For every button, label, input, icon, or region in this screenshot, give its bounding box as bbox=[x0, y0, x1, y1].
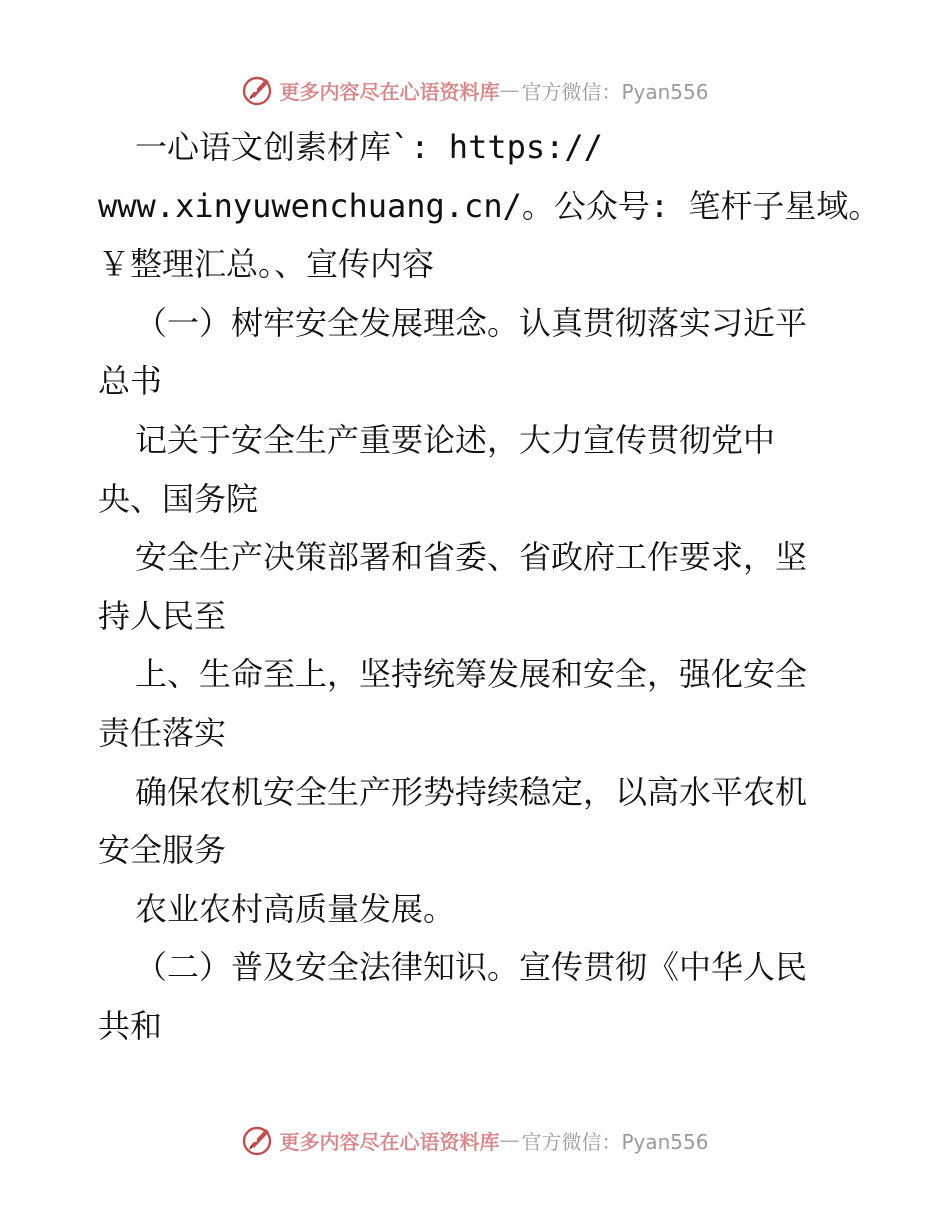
header-banner bbox=[0, 70, 950, 110]
text-line: 一心语文创素材库`: https:// bbox=[135, 128, 603, 166]
document-body bbox=[98, 118, 881, 1056]
text-line: 农业农村高质量发展。 bbox=[135, 889, 456, 928]
text-line: 上、生命至上，坚持统筹发展和安全，强化安全 bbox=[135, 655, 808, 694]
text-line: （二）普及安全法律知识。宣传贯彻《中华人民 bbox=[135, 948, 808, 987]
banner-separator: — bbox=[499, 1128, 520, 1152]
text-line: www.xinyuwenchuang.cn/。公众号: 笔杆子星域。 bbox=[98, 186, 881, 225]
text-line: 记关于安全生产重要论述，大力宣传贯彻党中 bbox=[135, 420, 776, 459]
text-line: ￥整理汇总。、宣传内容 bbox=[98, 245, 435, 284]
text-line: 总书 bbox=[98, 362, 163, 401]
banner-main-text: 更多内容尽在心语资料库 bbox=[279, 1129, 500, 1154]
text-line: 责任落实 bbox=[98, 713, 227, 752]
text-line: 持人民至 bbox=[98, 596, 227, 635]
footer-banner bbox=[0, 1120, 950, 1160]
text-line: （一）树牢安全发展理念。认真贯彻落实习近平 bbox=[135, 303, 808, 342]
text-line: 确保农机安全生产形势持续稳定，以高水平农机 bbox=[135, 772, 808, 811]
banner-wechat-text: 官方微信：Pyan556 bbox=[521, 79, 709, 104]
text-line: 安全生产决策部署和省委、省政府工作要求，坚 bbox=[135, 538, 808, 577]
text-line: 共和 bbox=[98, 1006, 163, 1045]
banner-separator: — bbox=[499, 78, 520, 102]
brush-pen-logo-icon bbox=[241, 73, 275, 107]
text-line: 央、国务院 bbox=[98, 479, 259, 518]
banner-main-text: 更多内容尽在心语资料库 bbox=[279, 79, 500, 104]
text-line: 安全服务 bbox=[98, 831, 227, 870]
banner-wechat-text: 官方微信：Pyan556 bbox=[521, 1129, 709, 1154]
brush-pen-logo-icon bbox=[241, 1123, 275, 1157]
